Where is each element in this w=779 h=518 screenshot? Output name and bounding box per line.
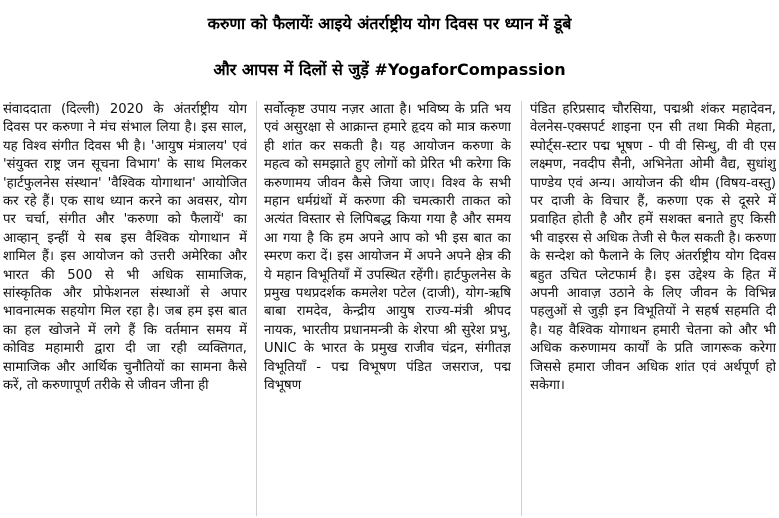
column-3-text: पंडित हरिप्रसाद चौरसिया, पद्मश्री शंकर महादेवन, वेलनेस-एक्सपर्ट शाइना एन सी तथा मिकी मेहता, स्पोर्ट्स-स्टार पद्म भूषण - पी वी सिन्धु, वी वी एस लक्ष्मण, नवदीप सैनी, अभिनेता ओमी वैद्य, सुधांशु पाण्डेय एवं अन्य। आयोजन की थीम (विषय-वस्तु) पर दाजी के विचार हैं, करुणा एक से दूसरे में प्रवाहित होती है और हमें सशक्त बनाते हुए किसी भी वाइरस से अधिक तेजी से फैल सकती है। करुणा के सन्देश को फैलाने के लिए अंतर्राष्ट्रीय योग दिवस बहुत उचित प्लेटफार्म है। इस उद्देश्य के हित में अपनी आवाज़ उठाने के लिए जीवन के विभिन्न पहलुओं से जुड़ी इन विभूतियों ने सहर्ष सहमति दी है। यह वैश्विक योगाथन हमारी चेतना को और भी अधिक करुणामय कार्यों के प्रति जागरूक करेगा जिससे हमारा जीवन अधिक शांत एवं अर्थपूर्ण हो सकेगा। bbox=[530, 102, 776, 394]
article-column-2 bbox=[264, 101, 511, 516]
column-divider bbox=[256, 101, 257, 516]
article-column-3 bbox=[530, 101, 776, 516]
headline-line-1: करुणा को फैलायेंः आइये अंतर्राष्ट्रीय योग दिवस पर ध्यान में डूबे bbox=[207, 14, 572, 33]
headline bbox=[0, 0, 779, 92]
headline-line-2: और आपस में दिलों से जुड़ें #YogaforCompassion bbox=[213, 60, 566, 79]
article-column-1 bbox=[3, 101, 247, 516]
column-divider bbox=[521, 101, 522, 516]
column-2-text: सर्वोत्कृष्ट उपाय नज़र आता है। भविष्य के प्रति भय एवं असुरक्षा से आक्रान्त हमारे हृदय को मात्र करुणा ही शांत कर सकती है। यह आयोजन करुणा के महत्व को समझाते हुए लोगों को प्रेरित भी करेगा कि करुणामय जीवन कैसे जिया जाए। विश्व के सभी महान धर्मग्रंथों में करुणा की चमत्कारी ताकत को अत्यंत विस्तार से लिपिबद्ध किया गया है और समय आ गया है कि हम अपने आप को भी इस बात का स्मरण करा दें। इस आयोजन में अपने अपने क्षेत्र की ये महान विभूतियाँ में उपस्थित रहेंगी। हार्टफुलनेस के प्रमुख पथप्रदर्शक कमलेश पटेल (दाजी), योग-ऋषि बाबा रामदेव, केन्द्रीय आयुष राज्य-मंत्री श्रीपद नायक, भारतीय प्रधानमन्त्री के शेरपा श्री सुरेश प्रभु, UNIC के भारत के प्रमुख राजीव चंद्रन, संगीतज्ञ विभूतियाँ - पद्म विभूषण पंडित जसराज, पद्म विभूषण bbox=[264, 102, 511, 394]
column-1-text: संवाददाता (दिल्ली) 2020 के अंतर्राष्ट्रीय योग दिवस पर करुणा ने मंच संभाल लिया है। इस साल, यह विश्व संगीत दिवस भी है। 'आयुष मंत्रालय' एवं 'संयुक्त राष्ट्र जन सूचना विभाग' के साथ मिलकर 'हार्टफुलनेस संस्थान' 'वैश्विक योगाथान' आयोजित कर रहे हैं। एक साथ ध्यान करने का अवसर, योग पर चर्चा, संगीत और 'करुणा को फैलायें' का आव्हान् इन्हीं ये सब इस वैश्विक योगाथान में शामिल हैं। इस आयोजन को उत्तरी अमेरिका और भारत की 500 से भी अधिक सामाजिक, सांस्कृतिक और प्रोफेशनल संस्थाओं से अपार भावनात्मक सहयोग मिल रहा है। जब हम इस बात का हल खोजने में लगे हैं कि वर्तमान समय में कोविड महामारी द्वारा दी जा रही व्यक्तिगत, सामाजिक और आर्थिक चुनौतियों का सामना कैसे करें, तो करुणापूर्ण तरीके से जीवन जीना ही bbox=[3, 102, 247, 394]
